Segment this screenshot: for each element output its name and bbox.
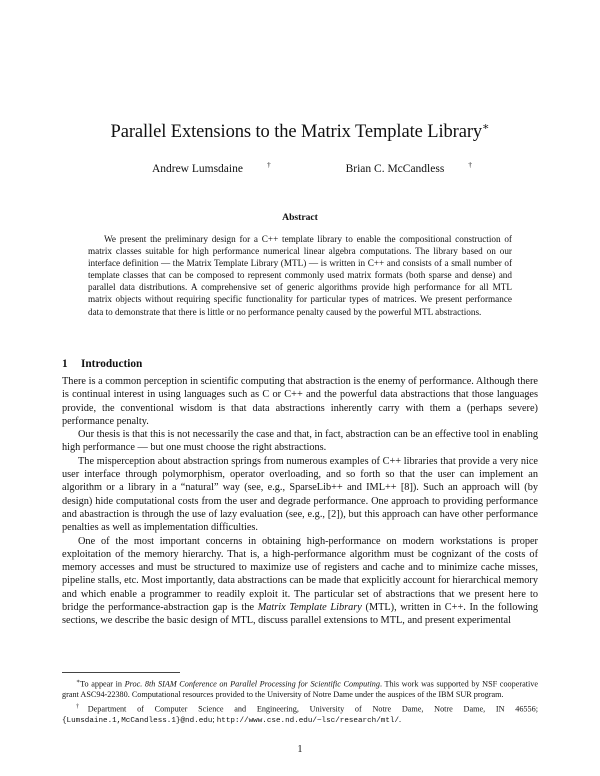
section-number: 1 [62, 358, 68, 370]
project-url[interactable]: http://www.cse.nd.edu/~lsc/research/mtl/ [216, 717, 399, 726]
footnote: ∗To appear in Proc. 8th SIAM Conference on Parallel Processing for Scientific Computing. This work was supported by NSF cooperative grant ASC94-22380. Computational resources provided to the University of Notre Dame under the auspices of the IBM SUR program. [62, 679, 538, 700]
paragraph: One of the most important concerns in obtaining high-performance on modern workstations is proper exploitation of the memory hierarchy. That is, a high-performance algorithm must be cognizant of the costs of memory accesses and must be structured to maximize use of registers and cache and to minimize cache misses, pipeline stalls, etc. Most importantly, data abstractions can be made that explicitly account for hierarchical memory and which enable a programmer to readily exploit it. The particular set of abstractions that we present here to bridge the performance-abstraction gap is the Matrix Template Library (MTL), written in C++. In the following sections, we describe the basic design of MTL, discuss parallel extensions to MTL, and present experimental [62, 535, 538, 627]
abstract-text: We present the preliminary design for a C++ template library to enable the compositional construction of matrix classes suitable for high performance numerical linear algebra computations. The library based on our interface definition — the Matrix Template Library (MTL) — is written in C++ and consists of a small number of template classes that can be composed to represent commonly used matrix formats (both sparse and dense) and parallel data distributions. A comprehensive set of generic algorithms provide high performance for all MTL matrix objects without requiring specific functionality for particular types of matrices. We present performance data to demonstrate that there is little or no performance penalty caused by the powerful MTL abstractions. [88, 234, 512, 317]
footnote: †Department of Computer Science and Engineering, University of Notre Dame, Notre Dame, IN 46556; {Lumsdaine.1,McCandless.1}@nd.edu; http://www.cse.nd.edu/~lsc/research/mtl/. [62, 703, 538, 726]
section-title: Introduction [81, 358, 143, 370]
title-footnote-mark: ∗ [482, 121, 490, 133]
paragraph: There is a common perception in scientific computing that abstraction is the enemy of performance. Although there is continual interest in using languages such as C or C++ and the powerful data abstractions that those languages provide, the conventional wisdom is that data abstractions inherently carry with them a (perhaps severe) performance penalty. [62, 376, 538, 427]
paper-title: Parallel Extensions to the Matrix Template Library∗ [110, 121, 490, 143]
author: Brian C. McCandless † [345, 160, 473, 175]
paragraph: The misperception about abstraction springs from numerous examples of C++ libraries that provide a very nice user interface through polymorphism, operator overloading, and so forth so that the user can implement an algorithm or a library in a “natural” way (see, e.g., SparseLib++ and IML++ [8]). Such an approach will (by design) hide computational costs from the user and degrade performance. One approach to providing performance and abastraction is through the use of lazy evaluation (see, e.g., [2]), but this approach can have other performance penalties as well as implementation difficulties. [62, 455, 538, 534]
emphasis-mtl: Matrix Template Library [257, 602, 362, 614]
footnote-rule [62, 672, 180, 673]
section-heading [62, 358, 142, 370]
email-addresses[interactable]: {Lumsdaine.1,McCandless.1}@nd.edu [62, 717, 213, 726]
paragraph: Our thesis is that this is not necessarily the case and that, in fact, abstraction can be an effective tool in enabling high performance — but one must choose the right abstractions. [62, 429, 538, 454]
author-list [0, 160, 600, 175]
body-text [62, 375, 538, 628]
footnotes [62, 677, 538, 728]
page-number: 1 [297, 744, 303, 755]
abstract-heading: Abstract [282, 212, 318, 223]
author: Andrew Lumsdaine † [151, 160, 271, 175]
